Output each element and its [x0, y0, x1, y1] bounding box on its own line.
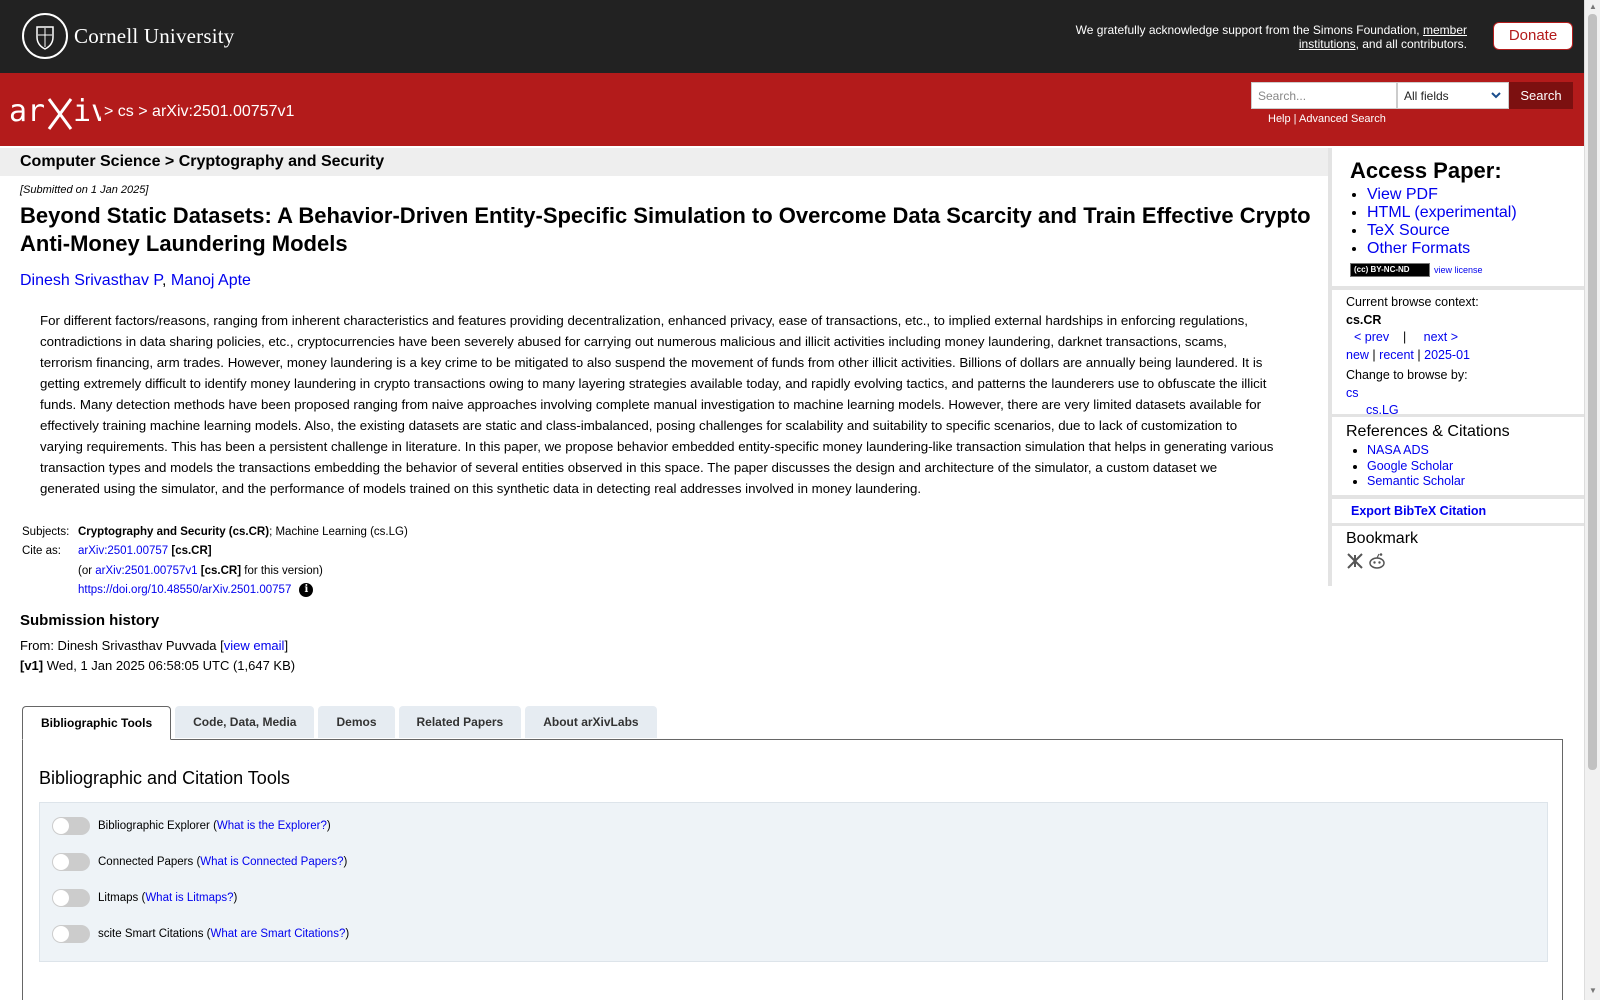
references-title: References & Citations	[1346, 423, 1510, 440]
cornell-logo[interactable]	[22, 13, 235, 59]
cite-tag: [cs.CR]	[171, 545, 212, 558]
author-link[interactable]: Manoj Apte	[170, 272, 251, 289]
browse-cs-lg-link[interactable]: cs.LG	[1366, 403, 1399, 417]
subject-header: Computer Science > Cryptography and Security	[0, 148, 1328, 176]
toggle-label: Litmaps	[98, 892, 139, 904]
arxiv-logo[interactable]	[9, 91, 101, 136]
breadcrumb-separator: >	[138, 103, 148, 120]
tex-source-link[interactable]: TeX Source	[1367, 222, 1450, 239]
breadcrumb	[104, 103, 294, 121]
cite-as-label: Cite as:	[22, 545, 61, 558]
toggle-switch[interactable]	[52, 817, 90, 835]
search-field-value: All fields	[1404, 89, 1449, 103]
next-link[interactable]: next >	[1423, 330, 1459, 344]
cornell-name: Cornell University	[74, 23, 235, 48]
submission-history	[20, 636, 295, 675]
history-from: From: Dinesh Srivasthav Puvvada [	[20, 638, 224, 653]
export-bibtex-link[interactable]: Export BibTeX Citation	[1351, 504, 1487, 518]
nav-separator: |	[1417, 347, 1421, 362]
references-box	[1332, 417, 1584, 495]
search-field-select[interactable]	[1397, 82, 1509, 109]
nav-separator: |	[1372, 347, 1376, 362]
prev-link[interactable]: < prev	[1354, 330, 1390, 344]
cite-version-tail: for this version)	[244, 564, 323, 577]
toggle-litmaps: Litmaps ( What is Litmaps? )	[52, 889, 237, 907]
tab-related-papers[interactable]: Related Papers	[399, 706, 522, 738]
advanced-search-link[interactable]: Advanced Search	[1299, 113, 1386, 125]
view-email-link[interactable]: view email	[223, 638, 285, 653]
bibtex-box	[1332, 499, 1584, 523]
tab-panel	[22, 739, 1563, 1000]
toggle-connected-papers: Connected Papers ( What is Connected Papers? )	[52, 853, 347, 871]
primary-subject: Cryptography and Security (cs.CR)	[78, 525, 270, 538]
page-scrollbar[interactable]	[1584, 0, 1600, 1000]
metadata-table	[20, 522, 408, 600]
toggle-label: Bibliographic Explorer	[98, 820, 210, 832]
submission-history-title: Submission history	[20, 612, 160, 629]
view-license-link[interactable]: view license	[1434, 265, 1483, 275]
search-button[interactable]: Search	[1509, 82, 1573, 109]
breadcrumb-separator: >	[104, 103, 114, 120]
bibsonomy-icon[interactable]	[1346, 552, 1364, 575]
recent-link[interactable]: recent	[1379, 347, 1414, 362]
bookmark-title: Bookmark	[1346, 530, 1419, 547]
access-paper-title: Access Paper:	[1350, 158, 1502, 183]
new-link[interactable]: new	[1346, 347, 1369, 362]
chevron-down-icon	[1490, 89, 1502, 104]
tab-about-arxivlabs[interactable]: About arXivLabs	[525, 706, 656, 738]
version-label[interactable]: [v1]	[20, 657, 44, 673]
cite-version-tag: [cs.CR]	[200, 564, 242, 577]
toggle-list	[39, 802, 1548, 962]
ack-text: We gratefully acknowledge support from the Simons Foundation,	[1075, 23, 1420, 37]
scroll-up-icon[interactable]: ▲	[1589, 2, 1597, 11]
cite-id-link[interactable]: arXiv:2501.00757	[78, 545, 169, 558]
panel-title: Bibliographic and Citation Tools	[39, 768, 290, 788]
scroll-down-icon[interactable]: ▼	[1589, 986, 1597, 995]
browse-context-label: Current browse context:	[1346, 295, 1479, 309]
license-badge[interactable]: (cc) BY-NC-ND	[1350, 263, 1430, 277]
author-link[interactable]: Dinesh Srivasthav P	[20, 272, 162, 289]
toggle-switch[interactable]	[52, 853, 90, 871]
access-paper-box	[1332, 148, 1584, 286]
version-date: Wed, 1 Jan 2025 06:58:05 UTC (1,647 KB)	[46, 657, 296, 673]
scrollbar-thumb[interactable]	[1588, 14, 1597, 770]
cite-version-link[interactable]: arXiv:2501.00757v1	[95, 564, 198, 577]
nasa-ads-link[interactable]: NASA ADS	[1367, 443, 1429, 457]
view-pdf-link[interactable]: View PDF	[1367, 186, 1438, 203]
ack-tail: , and all contributors.	[1355, 37, 1467, 51]
arxiv-header	[0, 73, 1584, 146]
info-icon[interactable]: i	[299, 583, 313, 597]
subjects-label: Subjects:	[22, 525, 70, 538]
labs-tabs	[22, 706, 661, 740]
google-scholar-link[interactable]: Google Scholar	[1367, 458, 1454, 473]
bookmark-box	[1332, 526, 1584, 586]
browse-context-box	[1332, 290, 1584, 417]
breadcrumb-paper-id: arXiv:2501.00757v1	[152, 103, 295, 120]
toggle-help-link[interactable]: What is Connected Papers?	[200, 856, 344, 868]
reddit-icon[interactable]	[1368, 552, 1386, 575]
paper-title: Beyond Static Datasets: A Behavior-Driven Entity-Specific Simulation to Overcome Data Scarcity and Train Effective Crypto Anti-Money Laundering Models	[20, 203, 1311, 256]
toggle-help-link[interactable]: What are Smart Citations?	[210, 928, 346, 940]
semantic-scholar-link[interactable]: Semantic Scholar	[1367, 474, 1465, 488]
doi-link[interactable]: https://doi.org/10.48550/arXiv.2501.00757	[78, 584, 292, 597]
toggle-help-link[interactable]: What is the Explorer?	[216, 820, 327, 832]
svg-text:iv: iv	[73, 94, 101, 129]
help-link[interactable]: Help	[1268, 113, 1291, 125]
tab-bibliographic-tools[interactable]: Bibliographic Tools	[22, 706, 171, 740]
sidebar	[1328, 148, 1584, 586]
toggle-switch[interactable]	[52, 889, 90, 907]
browse-context-value: cs.CR	[1346, 312, 1382, 327]
member-institutions-link[interactable]: member institutions	[1298, 23, 1467, 51]
donate-button[interactable]: Donate	[1493, 22, 1573, 50]
abstract: For different factors/reasons, ranging from inherent characteristics and features providing decentralization, enhanced privacy, ease of transactions, etc., to implied external hardships in enforcing regulations, contradictions in data sharing policies, etc., cryptocurrencies have been severely abused for carrying out numerous malicious and illicit activities including money laundering, darknet transactions, scams, terrorism financing, arm trades. However, money laundering is a key crime to be mitigated to also suspend the movement of funds from other illicit activities. Billions of dollars are annually being laundered. It is getting extremely difficult to identify money laundering in crypto transactions owing to many layering strategies available today, and rapidly evolving tactics, and patterns the launderers use to obfuscate the illicit funds. Many detection methods have been proposed ranging from naive approaches involving complete manual investigation to machine learning models. However, there are very limited datasets available for effectively training machine learning models. Also, the existing datasets are static and class-imbalanced, posing challenges for scalability and suitability to specific scenarios, due to lack of customization to varying requirements. This has been a persistent challenge in literature. In this paper, we propose behavior embedded entity-specific money laundering-like transaction simulation that helps in generating various transaction types and models the transactions embedding the behavior of several entities observed in this space. The paper discusses the design and architecture of the simulator, a custom dataset we generated using the simulator, and the performance of models trained on this synthetic data in detecting real addresses involved in money laundering.	[40, 313, 1274, 496]
toggle-label: scite Smart Citations	[98, 928, 204, 940]
support-acknowledgement	[1047, 23, 1467, 51]
toggle-help-link[interactable]: What is Litmaps?	[145, 892, 234, 904]
change-browse-label: Change to browse by:	[1346, 368, 1468, 382]
authors: Dinesh Srivasthav P, Manoj Apte	[20, 272, 251, 289]
tab-demos[interactable]: Demos	[318, 706, 394, 738]
search-input[interactable]: Search...	[1251, 82, 1397, 109]
other-subjects: ; Machine Learning (cs.LG)	[269, 525, 408, 538]
browse-cs-link[interactable]: cs	[1346, 385, 1359, 400]
cite-or-text: (or	[78, 564, 93, 577]
html-experimental-link[interactable]: HTML (experimental)	[1367, 204, 1517, 221]
nav-separator: |	[1403, 330, 1407, 344]
month-link[interactable]: 2025-01	[1424, 347, 1470, 362]
submitted-date: [Submitted on 1 Jan 2025]	[20, 184, 149, 196]
svg-text:ar: ar	[9, 94, 46, 129]
toggle-label: Connected Papers	[98, 856, 194, 868]
toggle-switch[interactable]	[52, 925, 90, 943]
other-formats-link[interactable]: Other Formats	[1367, 240, 1471, 257]
cornell-seal-icon	[22, 13, 68, 59]
tab-code-data-media[interactable]: Code, Data, Media	[175, 706, 314, 738]
toggle-bibliographic-explorer: Bibliographic Explorer ( What is the Explorer? )	[52, 817, 331, 835]
toggle-scite: scite Smart Citations ( What are Smart Citations? )	[52, 925, 349, 943]
breadcrumb-cs-link[interactable]: cs	[117, 103, 134, 120]
cornell-banner	[0, 0, 1584, 73]
history-bracket: ]	[284, 638, 289, 653]
help-links: Help | Advanced Search	[1268, 113, 1386, 125]
